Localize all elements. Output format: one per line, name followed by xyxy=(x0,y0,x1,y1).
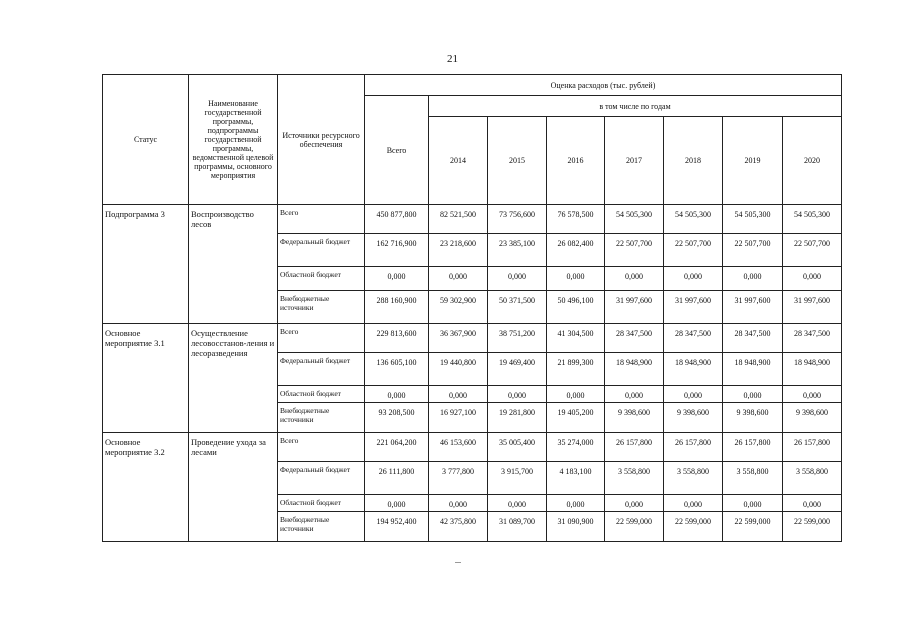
year-value-cell: 0,000 xyxy=(488,386,547,403)
funding-source-cell: Областной бюджет xyxy=(278,386,365,403)
year-value-cell: 0,000 xyxy=(664,386,723,403)
funding-source-cell: Федеральный бюджет xyxy=(278,353,365,386)
total-cell: 288 160,900 xyxy=(365,291,429,324)
year-value-cell: 26 157,800 xyxy=(605,433,664,462)
year-value-cell: 9 398,600 xyxy=(664,403,723,433)
year-value-cell: 0,000 xyxy=(723,386,783,403)
year-value-cell: 22 599,000 xyxy=(723,512,783,542)
year-value-cell: 0,000 xyxy=(429,267,488,291)
total-cell: 221 064,200 xyxy=(365,433,429,462)
year-value-cell: 3 558,800 xyxy=(664,462,723,495)
program-name-cell: Проведение ухода за лесами xyxy=(189,433,278,542)
year-value-cell: 31 090,900 xyxy=(547,512,605,542)
year-value-cell: 73 756,600 xyxy=(488,205,547,234)
table-row xyxy=(103,205,842,234)
year-value-cell: 28 347,500 xyxy=(783,324,842,353)
program-name-cell: Воспроизводство лесов xyxy=(189,205,278,324)
year-value-cell: 54 505,300 xyxy=(664,205,723,234)
funding-source-cell: Федеральный бюджет xyxy=(278,462,365,495)
year-value-cell: 19 440,800 xyxy=(429,353,488,386)
year-value-cell: 31 997,600 xyxy=(664,291,723,324)
year-value-cell: 31 997,600 xyxy=(783,291,842,324)
year-value-cell: 0,000 xyxy=(605,386,664,403)
funding-source-cell: Внебюджетные источники xyxy=(278,512,365,542)
year-value-cell: 42 375,800 xyxy=(429,512,488,542)
funding-source-cell: Областной бюджет xyxy=(278,267,365,291)
year-value-cell: 18 948,900 xyxy=(664,353,723,386)
status-cell: Основное мероприятие 3.2 xyxy=(103,433,189,542)
year-value-cell: 54 505,300 xyxy=(783,205,842,234)
funding-source-cell: Всего xyxy=(278,324,365,353)
year-value-cell: 0,000 xyxy=(605,267,664,291)
sources-header: Источники ресурсного обеспечения xyxy=(278,75,365,205)
funding-source-cell: Внебюджетные источники xyxy=(278,403,365,433)
year-value-cell: 23 218,600 xyxy=(429,234,488,267)
year-value-cell: 3 558,800 xyxy=(723,462,783,495)
year-value-cell: 82 521,500 xyxy=(429,205,488,234)
year-value-cell: 3 915,700 xyxy=(488,462,547,495)
total-cell: 450 877,800 xyxy=(365,205,429,234)
year-value-cell: 38 751,200 xyxy=(488,324,547,353)
year-value-cell: 26 157,800 xyxy=(664,433,723,462)
year-value-cell: 36 367,900 xyxy=(429,324,488,353)
year-value-cell: 21 899,300 xyxy=(547,353,605,386)
year-value-cell: 0,000 xyxy=(664,267,723,291)
year-value-cell: 22 507,700 xyxy=(783,234,842,267)
table-row xyxy=(103,324,842,353)
year-value-cell: 16 927,100 xyxy=(429,403,488,433)
year-header: 2015 xyxy=(488,117,547,205)
year-value-cell: 26 082,400 xyxy=(547,234,605,267)
year-value-cell: 35 274,000 xyxy=(547,433,605,462)
year-value-cell: 28 347,500 xyxy=(723,324,783,353)
year-header: 2014 xyxy=(429,117,488,205)
total-cell: 0,000 xyxy=(365,495,429,512)
year-value-cell: 0,000 xyxy=(723,267,783,291)
year-value-cell: 0,000 xyxy=(429,386,488,403)
year-value-cell: 0,000 xyxy=(783,495,842,512)
year-value-cell: 9 398,600 xyxy=(723,403,783,433)
funding-source-cell: Областной бюджет xyxy=(278,495,365,512)
year-value-cell: 54 505,300 xyxy=(605,205,664,234)
year-header: 2019 xyxy=(723,117,783,205)
total-header: Всего xyxy=(365,96,429,205)
table-header xyxy=(103,75,842,205)
year-value-cell: 0,000 xyxy=(664,495,723,512)
year-value-cell: 0,000 xyxy=(429,495,488,512)
year-value-cell: 23 385,100 xyxy=(488,234,547,267)
total-cell: 0,000 xyxy=(365,267,429,291)
total-cell: 26 111,800 xyxy=(365,462,429,495)
page-number: 21 xyxy=(447,53,458,65)
year-header: 2020 xyxy=(783,117,842,205)
total-cell: 229 813,600 xyxy=(365,324,429,353)
year-value-cell: 22 599,000 xyxy=(783,512,842,542)
status-cell: Основное мероприятие 3.1 xyxy=(103,324,189,433)
year-value-cell: 22 507,700 xyxy=(664,234,723,267)
funding-source-cell: Внебюджетные источники xyxy=(278,291,365,324)
year-value-cell: 0,000 xyxy=(605,495,664,512)
table-body xyxy=(103,205,842,542)
year-value-cell: 0,000 xyxy=(783,267,842,291)
year-value-cell: 3 777,800 xyxy=(429,462,488,495)
total-cell: 194 952,400 xyxy=(365,512,429,542)
year-value-cell: 0,000 xyxy=(488,495,547,512)
year-value-cell: 54 505,300 xyxy=(723,205,783,234)
table-row xyxy=(103,433,842,462)
year-value-cell: 22 599,000 xyxy=(664,512,723,542)
year-value-cell: 18 948,900 xyxy=(605,353,664,386)
year-value-cell: 9 398,600 xyxy=(605,403,664,433)
year-value-cell: 19 405,200 xyxy=(547,403,605,433)
year-value-cell: 28 347,500 xyxy=(605,324,664,353)
name-header: Наименование государственной программы, подпрограммы государственной программы, ведомственной целевой программы, основного мероприятия xyxy=(189,75,278,205)
year-value-cell: 26 157,800 xyxy=(783,433,842,462)
year-value-cell: 18 948,900 xyxy=(783,353,842,386)
year-value-cell: 0,000 xyxy=(547,495,605,512)
year-value-cell: 41 304,500 xyxy=(547,324,605,353)
footer-mark xyxy=(455,562,461,563)
year-value-cell: 9 398,600 xyxy=(783,403,842,433)
funding-source-cell: Федеральный бюджет xyxy=(278,234,365,267)
status-cell: Подпрограмма 3 xyxy=(103,205,189,324)
year-value-cell: 22 599,000 xyxy=(605,512,664,542)
year-value-cell: 4 183,100 xyxy=(547,462,605,495)
total-cell: 136 605,100 xyxy=(365,353,429,386)
year-value-cell: 0,000 xyxy=(488,267,547,291)
funding-source-cell: Всего xyxy=(278,205,365,234)
expenditure-table xyxy=(102,74,842,542)
year-value-cell: 0,000 xyxy=(547,267,605,291)
year-value-cell: 0,000 xyxy=(723,495,783,512)
year-header: 2017 xyxy=(605,117,664,205)
year-value-cell: 46 153,600 xyxy=(429,433,488,462)
year-header: 2018 xyxy=(664,117,723,205)
year-value-cell: 0,000 xyxy=(783,386,842,403)
year-value-cell: 19 281,800 xyxy=(488,403,547,433)
year-value-cell: 35 005,400 xyxy=(488,433,547,462)
year-value-cell: 22 507,700 xyxy=(605,234,664,267)
funding-source-cell: Всего xyxy=(278,433,365,462)
year-value-cell: 22 507,700 xyxy=(723,234,783,267)
total-cell: 0,000 xyxy=(365,386,429,403)
year-value-cell: 50 371,500 xyxy=(488,291,547,324)
year-value-cell: 31 997,600 xyxy=(723,291,783,324)
year-value-cell: 26 157,800 xyxy=(723,433,783,462)
year-value-cell: 0,000 xyxy=(547,386,605,403)
year-value-cell: 50 496,100 xyxy=(547,291,605,324)
year-value-cell: 59 302,900 xyxy=(429,291,488,324)
status-header: Статус xyxy=(103,75,189,205)
total-cell: 162 716,900 xyxy=(365,234,429,267)
year-value-cell: 3 558,800 xyxy=(783,462,842,495)
total-cell: 93 208,500 xyxy=(365,403,429,433)
year-header: 2016 xyxy=(547,117,605,205)
program-name-cell: Осуществление лесовосстанов-ления и лесоразведения xyxy=(189,324,278,433)
year-value-cell: 31 089,700 xyxy=(488,512,547,542)
year-value-cell: 19 469,400 xyxy=(488,353,547,386)
year-value-cell: 3 558,800 xyxy=(605,462,664,495)
estimate-header: Оценка расходов (тыс. рублей) xyxy=(365,75,842,96)
year-value-cell: 76 578,500 xyxy=(547,205,605,234)
year-value-cell: 18 948,900 xyxy=(723,353,783,386)
year-value-cell: 28 347,500 xyxy=(664,324,723,353)
year-value-cell: 31 997,600 xyxy=(605,291,664,324)
by-years-header: в том числе по годам xyxy=(429,96,842,117)
